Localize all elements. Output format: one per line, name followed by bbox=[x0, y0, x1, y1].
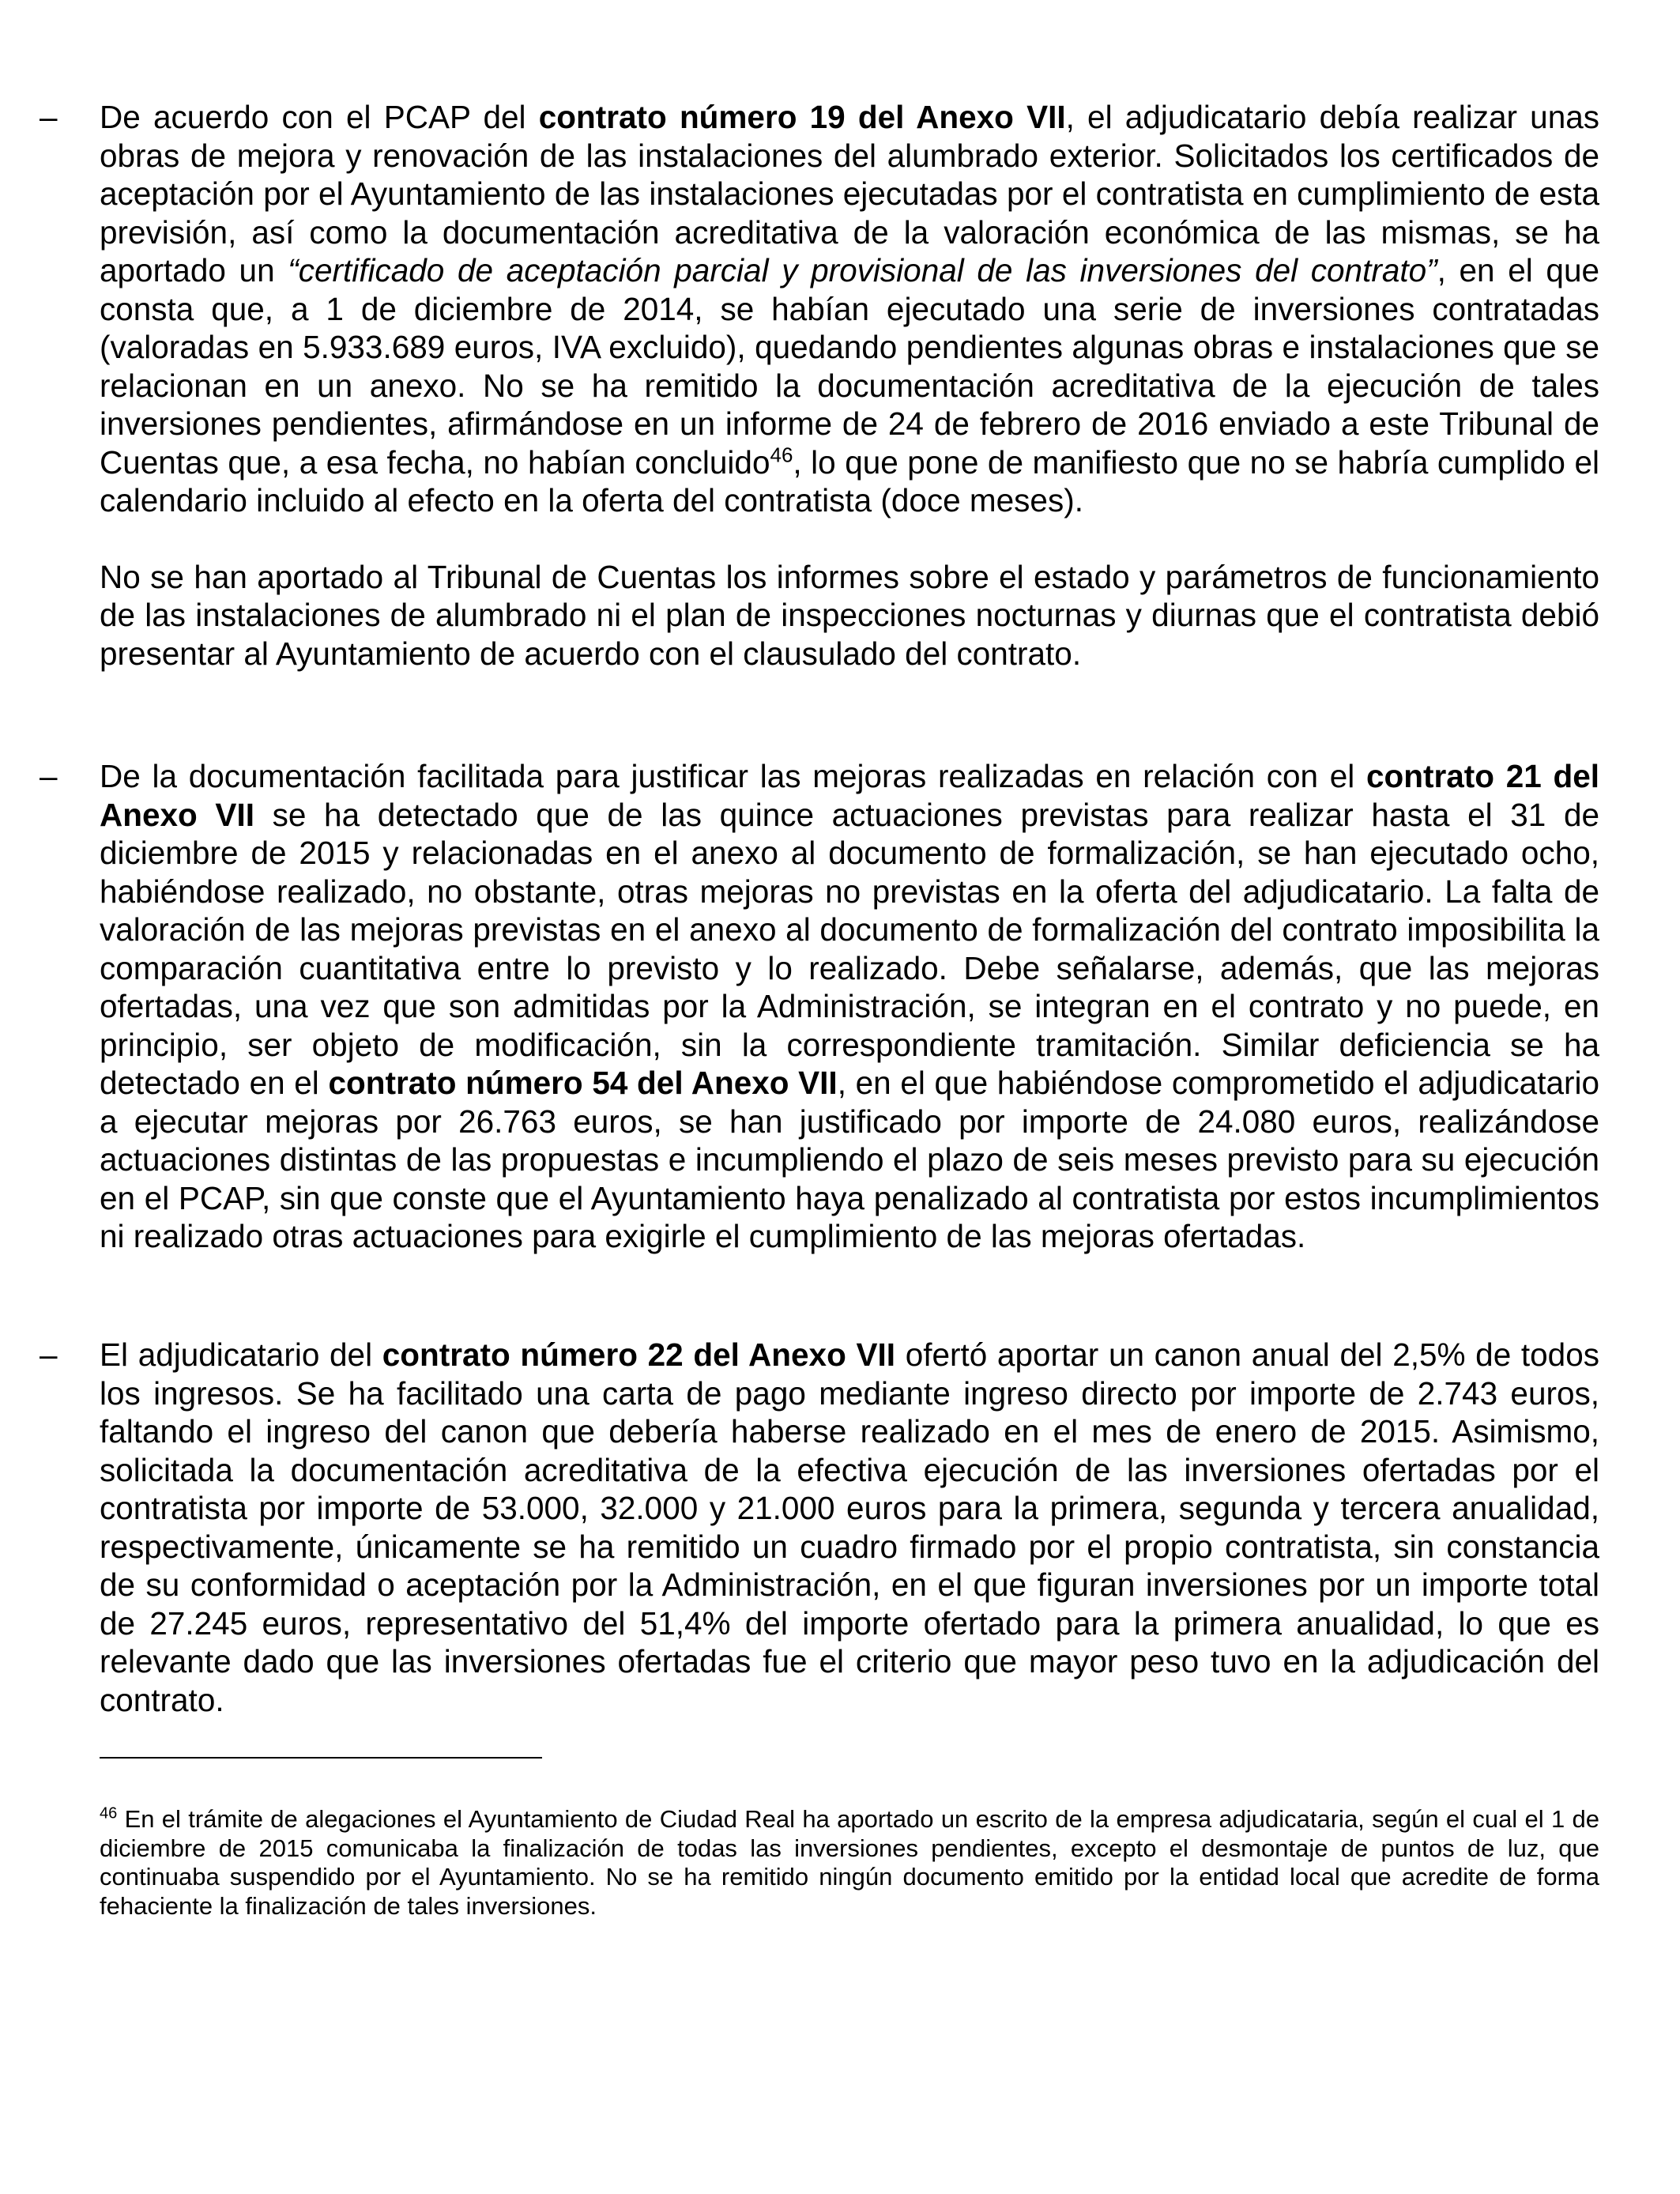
footnote-marker: 46 bbox=[770, 443, 793, 466]
footnote-marker: 46 bbox=[100, 1804, 118, 1823]
footnote bbox=[100, 1805, 1599, 1921]
bullet-item bbox=[100, 1336, 1599, 1719]
bold-reference: contrato número 54 del Anexo VII bbox=[328, 1065, 838, 1101]
text-run: , el adjudicatario debía realizar unas obras de mejora y renovación de las instalaciones del alumbrado exterior. Solicitados los certificados de aceptación por el Ayuntamiento de las instalaciones ejecutadas por el contratista en cumplimiento de esta previsión, así como la documentación acreditativa de la valoración económica de las mismas, se ha aportado un bbox=[100, 99, 1599, 288]
bullet-dash: – bbox=[40, 1336, 58, 1373]
text-run: , lo que pone de manifiesto que no se habría cumplido el calendario incluido al efecto en la oferta del contratista (doce meses). bbox=[100, 443, 1599, 518]
bullet-item bbox=[100, 98, 1599, 673]
bold-reference: contrato número 19 del Anexo VII bbox=[538, 99, 1066, 135]
text-run: , en el que consta que, a 1 de diciembre de 2014, se habían ejecutado una serie de inversiones contratadas (valoradas en 5.933.689 euros, IVA excluido), quedando pendientes algunas obras e instalaciones que se relacionan en un anexo. No se ha remitido la documentación acreditativa de la ejecución de tales inversiones pendientes, afirmándose en un informe de 24 de febrero de 2016 enviado a este Tribunal de Cuentas que, a esa fecha, no habían concluido bbox=[100, 252, 1599, 481]
text-run: De la documentación facilitada para justificar las mejoras realizadas en relación con el bbox=[100, 758, 1366, 794]
text-run: El adjudicatario del bbox=[100, 1336, 382, 1373]
paragraph bbox=[100, 98, 1599, 520]
text-run: No se han aportado al Tribunal de Cuentas los informes sobre el estado y parámetros de funcionamiento de las instalaciones de alumbrado ni el plan de inspecciones nocturnas y diurnas que el contratista debió presentar al Ayuntamiento de acuerdo con el clausulado del contrato. bbox=[100, 558, 1599, 672]
bullet-dash: – bbox=[40, 99, 58, 135]
paragraph bbox=[100, 1336, 1599, 1719]
bold-reference: contrato número 22 del Anexo VII bbox=[382, 1336, 896, 1373]
footnote-separator bbox=[100, 1757, 542, 1759]
text-run: En el trámite de alegaciones el Ayuntamiento de Ciudad Real ha aportado un escrito de la empresa adjudicataria, según el cual el 1 de diciembre de 2015 comunicaba la finalización de todas las inversiones pendientes, excepto el desmontaje de puntos de luz, que continuaba suspendido por el Ayuntamiento. No se ha remitido ningún documento emitido por la entidad local que acredite de forma fehaciente la finalización de tales inversiones. bbox=[100, 1805, 1599, 1920]
text-run: , en el que habiéndose comprometido el adjudicatario a ejecutar mejoras por 26.763 euros, se han justificado por importe de 24.080 euros, realizándose actuaciones distintas de las propuestas e incumpliendo el plazo de seis meses previsto para su ejecución en el PCAP, sin que conste que el Ayuntamiento haya penalizado al contratista por estos incumplimientos ni realizado otras actuaciones para exigirle el cumplimiento de las mejoras ofertadas. bbox=[100, 1065, 1599, 1254]
bold-reference: contrato 21 del Anexo VII bbox=[100, 758, 1599, 833]
text-run: De acuerdo con el PCAP del bbox=[100, 99, 539, 135]
paragraph bbox=[100, 558, 1599, 673]
bullet-dash: – bbox=[40, 758, 58, 794]
text-run: se ha detectado que de las quince actuaciones previstas para realizar hasta el 31 de diciembre de 2015 y relacionadas en el anexo al documento de formalización, se han ejecutado ocho, habiéndose realizado, no obstante, otras mejoras no previstas en la oferta del adjudicatario. La falta de valoración de las mejoras previstas en el anexo al documento de formalización del contrato imposibilita la comparación cuantitativa entre lo previsto y lo realizado. Debe señalarse, además, que las mejoras ofertadas, una vez que son admitidas por la Administración, se integran en el contrato y no puede, en principio, ser objeto de modificación, sin la correspondiente tramitación. Similar deficiencia se ha detectado en el bbox=[100, 796, 1599, 1101]
text-run: ofertó aportar un canon anual del 2,5% de todos los ingresos. Se ha facilitado una carta de pago mediante ingreso directo por importe de 2.743 euros, faltando el ingreso del canon que debería haberse realizado en el mes de enero de 2015. Asimismo, solicitada la documentación acreditativa de la efectiva ejecución de las inversiones ofertadas por el contratista por importe de 53.000, 32.000 y 21.000 euros para la primera, segunda y tercera anualidad, respectivamente, únicamente se ha remitido un cuadro firmado por el propio contratista, sin constancia de su conformidad o aceptación por la Administración, en el que figuran inversiones por un importe total de 27.245 euros, representativo del 51,4% del importe ofertado para la primera anualidad, lo que es relevante dado que las inversiones ofertadas fue el criterio que mayor peso tuvo en la adjudicación del contrato. bbox=[100, 1336, 1599, 1718]
bullet-item bbox=[100, 757, 1599, 1256]
italic-quote: “certificado de aceptación parcial y provisional de las inversiones del contrato” bbox=[288, 252, 1437, 288]
paragraph bbox=[100, 757, 1599, 1256]
